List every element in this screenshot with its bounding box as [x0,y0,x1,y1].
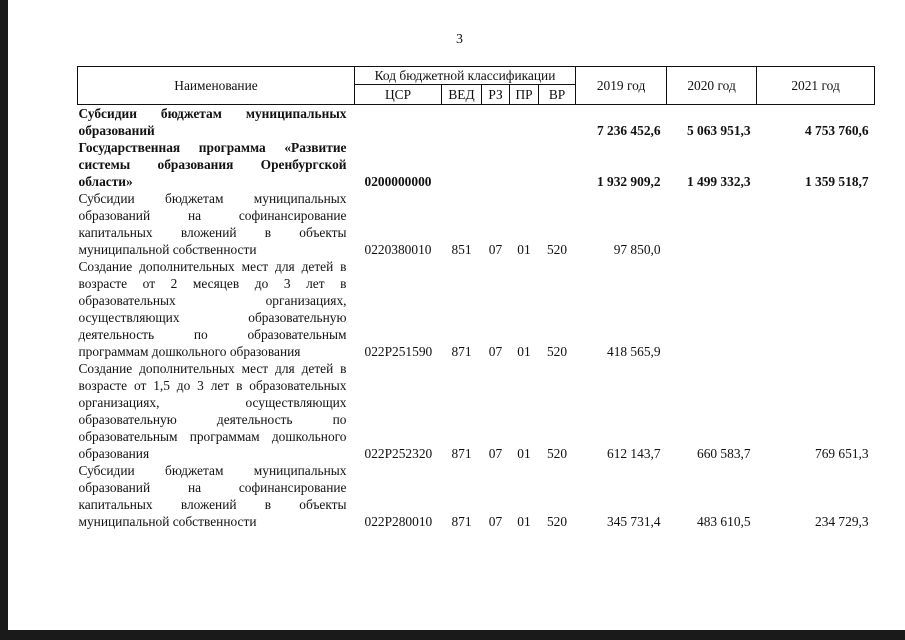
row-2019: 7 236 452,6 [596,123,661,138]
row-2020 [667,258,757,360]
scan-left-border [0,0,8,640]
row-vr [539,105,576,140]
table-row [78,462,875,530]
header-rz: РЗ [482,85,510,105]
row-vr [539,139,576,190]
row-ved: 871 [451,344,472,359]
header-code-group: Код бюджетной классификации [355,67,576,85]
row-2021: 769 651,3 [815,446,869,461]
row-pr: 01 [517,242,531,257]
row-vr: 520 [546,344,568,359]
table-row [78,190,875,258]
row-rz: 07 [488,344,503,359]
row-name: Субсидии бюджетам муниципальных образований [78,106,347,138]
row-csr: 0220380010 [364,242,432,257]
row-vr: 520 [546,242,568,257]
row-rz: 07 [488,446,503,461]
row-ved: 851 [451,242,472,257]
row-2019: 97 850,0 [613,242,661,257]
row-vr: 520 [546,446,568,461]
row-2020: 660 583,7 [697,446,751,461]
row-csr: 022P280010 [364,514,433,529]
header-pr: ПР [510,85,539,105]
row-ved [442,105,482,140]
row-2020: 5 063 951,3 [686,123,751,138]
row-2021: 1 359 518,7 [804,174,869,189]
row-name: Субсидии бюджетам муниципальных образований на софинансирование капитальных вложений в объекты муниципальной собственности [78,463,347,529]
row-2020: 1 499 332,3 [686,174,751,189]
row-2019: 612 143,7 [607,446,661,461]
row-name: Создание дополнительных мест для детей в возрасте от 2 месяцев до 3 лет в образовательных организациях, осуществляющих образовательную деятельность по образовательным программам дошкольного образования [78,259,347,359]
row-2021: 4 753 760,6 [804,123,869,138]
row-ved: 871 [451,514,472,529]
header-2021: 2021 год [757,67,875,105]
row-ved: 871 [451,446,472,461]
table-row [78,105,875,140]
row-pr: 01 [517,344,531,359]
row-pr: 01 [517,446,531,461]
row-ved [442,139,482,190]
row-name: Субсидии бюджетам муниципальных образований на софинансирование капитальных вложений в объекты муниципальной собственности [78,191,347,257]
header-csr: ЦСР [355,85,442,105]
header-ved: ВЕД [442,85,482,105]
row-2020: 483 610,5 [697,514,751,529]
row-rz [482,105,510,140]
budget-table [77,66,875,530]
row-rz: 07 [488,242,503,257]
row-pr: 01 [517,514,531,529]
row-2021 [757,258,875,360]
row-rz [482,139,510,190]
row-csr [355,105,442,140]
table-row [78,258,875,360]
row-pr [510,139,539,190]
row-name: Государственная программа «Развитие системы образования Оренбургской области» [78,140,347,189]
row-csr: 022P252320 [364,446,433,461]
page-number: 3 [456,32,463,47]
row-name: Создание дополнительных мест для детей в возрасте от 1,5 до 3 лет в образовательных организациях, осуществляющих образовательную деятельность по образовательным программам дошкольного образования [78,361,347,461]
header-2019: 2019 год [576,67,667,105]
scan-bottom-border [0,630,905,640]
row-2019: 1 932 909,2 [596,174,661,189]
row-2019: 345 731,4 [607,514,661,529]
header-vr: ВР [539,85,576,105]
row-2020 [667,190,757,258]
row-vr: 520 [546,514,568,529]
table-row [78,139,875,190]
table-row [78,360,875,462]
row-csr: 0200000000 [364,174,432,189]
row-pr [510,105,539,140]
header-name: Наименование [78,67,355,105]
row-2021 [757,190,875,258]
row-2021: 234 729,3 [815,514,869,529]
row-rz: 07 [488,514,503,529]
row-2019: 418 565,9 [607,344,661,359]
header-2020: 2020 год [667,67,757,105]
row-csr: 022P251590 [364,344,433,359]
